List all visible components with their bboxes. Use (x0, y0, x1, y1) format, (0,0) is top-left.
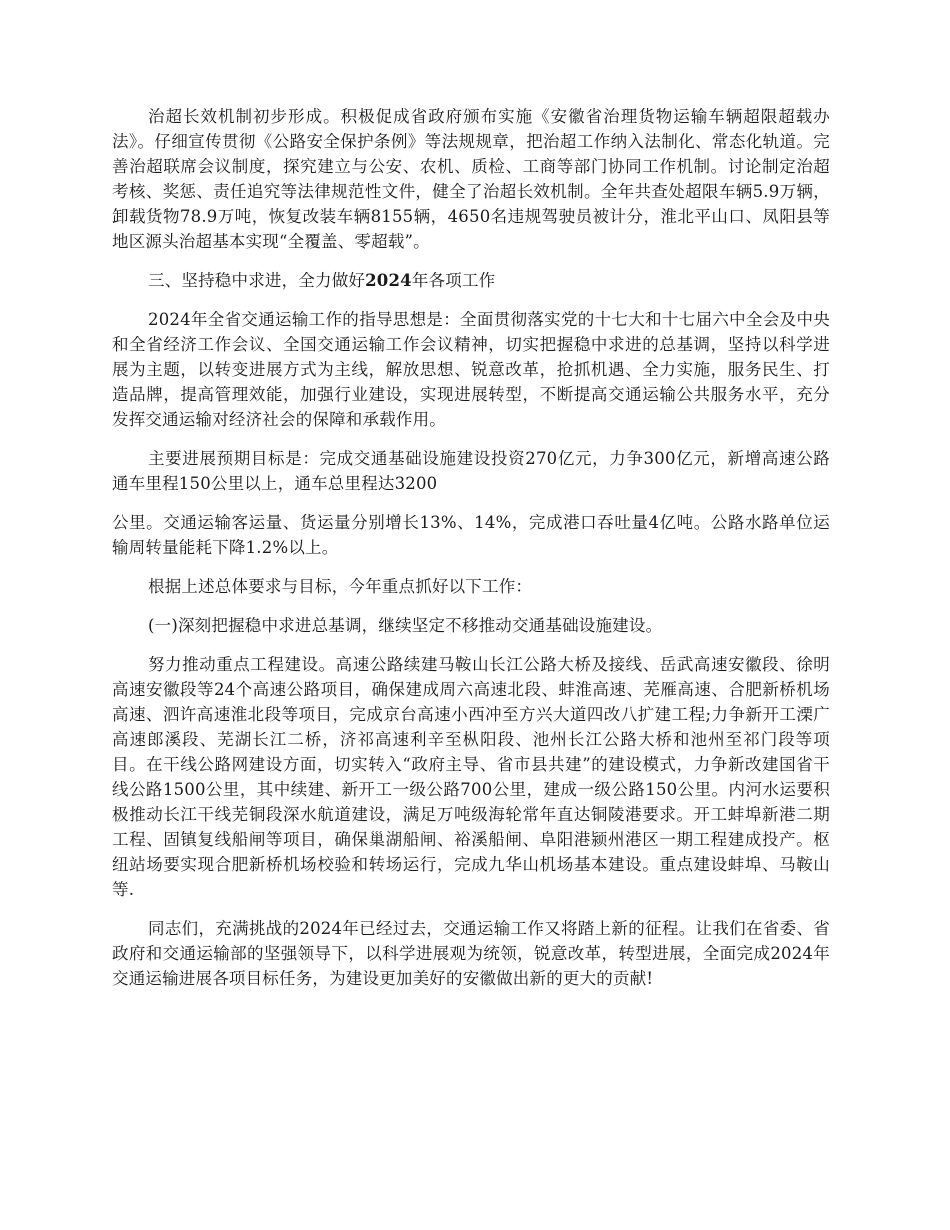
paragraph-closing: 同志们，充满挑战的2024年已经过去，交通运输工作又将踏上新的征程。让我们在省委、省政府和交通运输部的坚强领导下，以科学进展观为统领，锐意改革，转型进展，全面完成2024年交通运输进展各项目标任务，为建设更加美好的安徽做出新的更大的贡献! (112, 919, 830, 988)
paragraph-key-projects: 努力推动重点工程建设。高速公路续建马鞍山长江公路大桥及接线、岳武高速安徽段、徐明高速安徽段等24个高速公路项目，确保建成周六高速北段、蚌淮高速、芜雁高速、合肥新桥机场高速、泗许高速淮北段等项目，完成京台高速小西冲至方兴大道四改八扩建工程;力争新开工溧广高速郎溪段、芜湖长江二桥，济祁高速利辛至枞阳段、池州长江公路大桥和池州至祁门段等项目。在干线公路网建设方面，切实转入“政府主导、省市县共建”的建设模式，力争新改建国省干线公路1500公里，其中续建、新开工一级公路700公里，建成一级公路150公里。内河水运要积极推动长江干线芜铜段深水航道建设，满足万吨级海轮常年直达铜陵港要求。开工蚌埠新港二期工程、固镇复线船闸等项目，确保巢湖船闸、裕溪船闸、阜阳港颍州港区一期工程建成投产。枢纽站场要实现合肥新桥机场校验和转场运行，完成九华山机场基本建设。重点建设蚌埠、马鞍山等. (112, 655, 830, 899)
paragraph-anti-overload: 治超长效机制初步形成。积极促成省政府颁布实施《安徽省治理货物运输车辆超限超载办法》。仔细宣传贯彻《公路安全保护条例》等法规规章，把治超工作纳入法制化、常态化轨道。完善治超联席会议制度，探究建立与公安、农机、质检、工商等部门协同工作机制。讨论制定治超考核、奖惩、责任追究等法律规范性文件，健全了治超长效机制。全年共查处超限车辆5.9万辆，卸载货物78.9万吨，恢复改装车辆8155辆，4650名违规驾驶员被计分，淮北平山口、凤阳县等地区源头治超基本实现“全覆盖、零超载”。 (112, 107, 830, 251)
paragraph-subsection-one: (一)深刻把握稳中求进总基调，继续坚定不移推动交通基础设施建设。 (148, 616, 663, 635)
heading-text-before: 三、坚持稳中求进，全力做好 (148, 271, 366, 290)
paragraph-targets-continued: 公里。交通运输客运量、货运量分别增长13%、14%，完成港口吞吐量4亿吨。公路水路单位运输周转量能耗下降1.2%以上。 (112, 513, 830, 557)
heading-text-after: 年各项工作 (411, 271, 496, 290)
paragraph-guiding-ideology: 2024年全省交通运输工作的指导思想是：全面贯彻落实党的十七大和十七届六中全会及中央和全省经济工作会议、全国交通运输工作会议精神，切实把握稳中求进的总基调，坚持以科学进展为主题，以转变进展方式为主线，解放思想、锐意改革，抢抓机遇、全力实施，服务民生、打造品牌，提高管理效能，加强行业建设，实现进展转型，不断提高交通运输公共服务水平，充分发挥交通运输对经济社会的保障和承载作用。 (112, 310, 830, 429)
paragraph-key-work-intro: 根据上述总体要求与目标，今年重点抓好以下工作： (148, 577, 533, 596)
heading-year: 2024 (365, 271, 412, 290)
paragraph-main-targets: 主要进展预期目标是：完成交通基础设施建设投资270亿元，力争300亿元，新增高速公路通车里程150公里以上，通车总里程达3200 (112, 449, 830, 493)
document-page (112, 104, 830, 1005)
section-heading-three (112, 268, 830, 293)
